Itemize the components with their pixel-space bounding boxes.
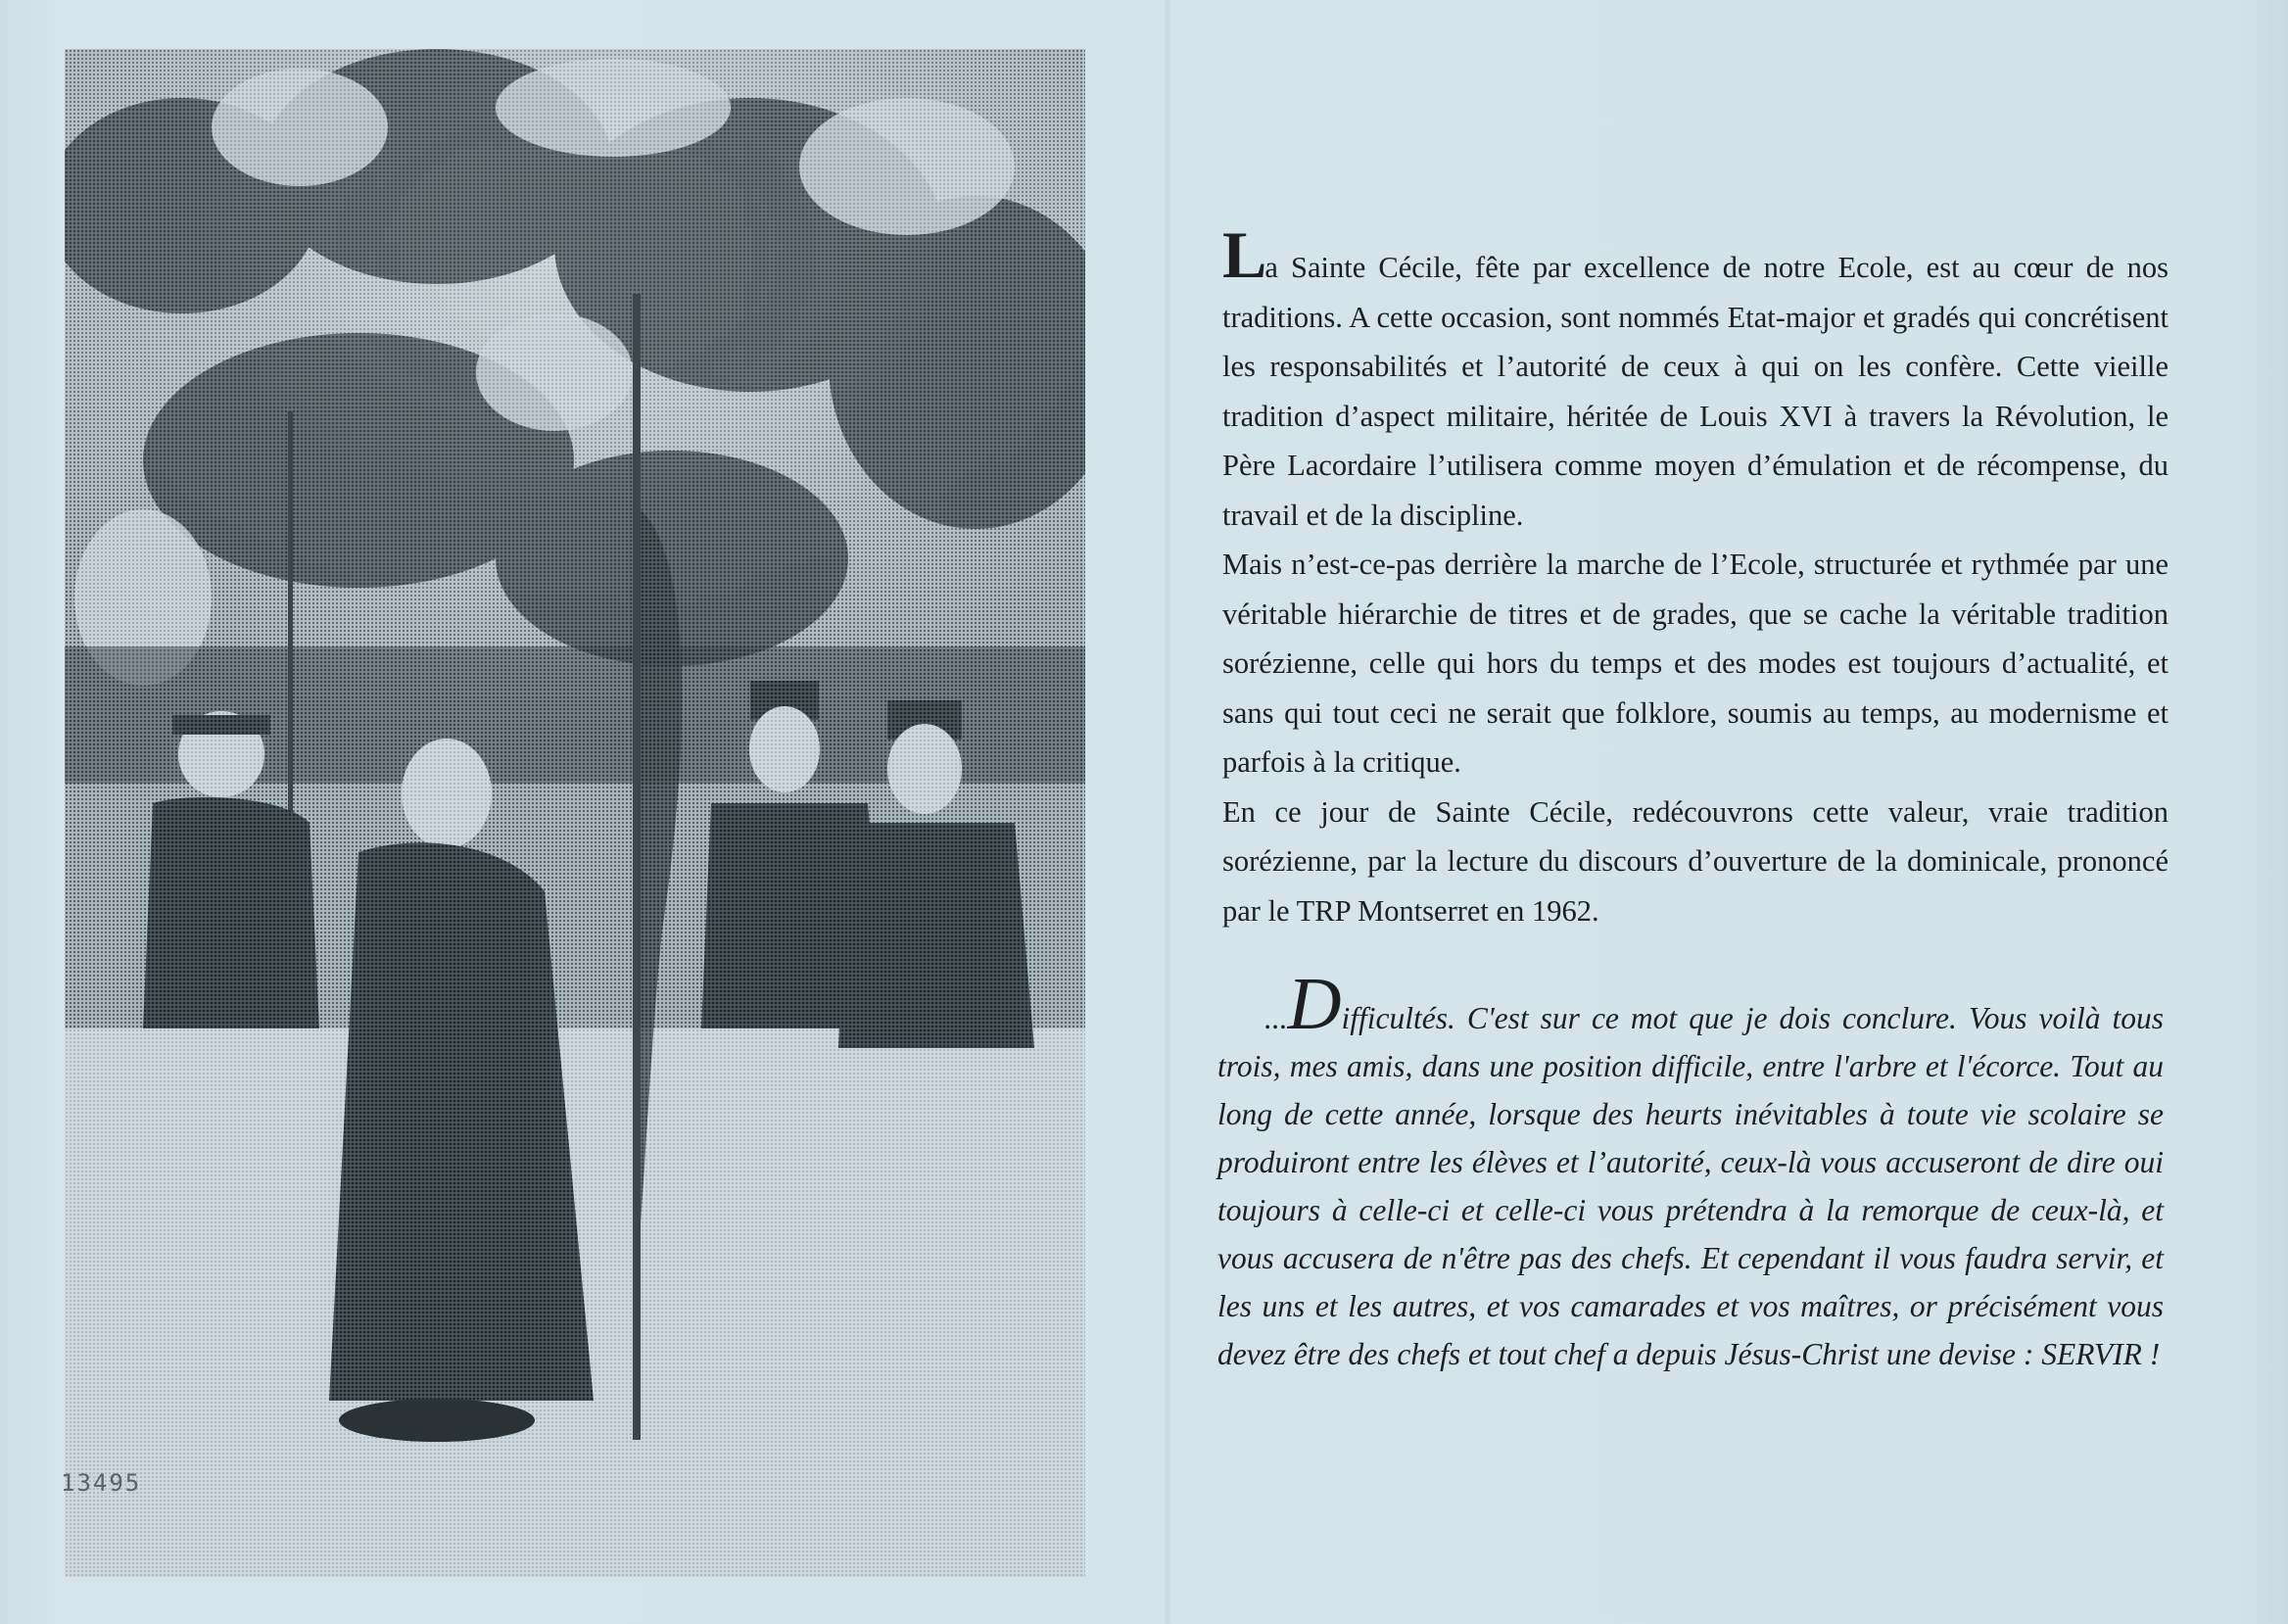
quote-drop-cap: D xyxy=(1287,963,1342,1045)
historical-photograph xyxy=(65,49,1085,1577)
intro-drop-cap: L xyxy=(1222,217,1265,292)
speech-quote xyxy=(1217,963,2164,1378)
figure-left xyxy=(143,711,319,1440)
photo-illustration xyxy=(65,49,1085,1577)
intro-paragraph-1-text: a Sainte Cécile, fête par excellence de notre Ecole, est au cœur de nos traditions. A cette occasion, sont nommés Etat-major et gradés qui concrétisent les responsabilités et l’autorité de ceux à qui on les confère. Cette vieille tradition d’aspect militaire, héritée de Louis XVI à travers la Révolution, le Père Lacordaire l’utilisera comme moyen d’émulation et de récompense, du travail et de la discipline. xyxy=(1222,251,2169,532)
quote-text: ifficultés. C'est sur ce mot que je dois conclure. Vous voilà tous trois, mes amis, dans une position difficile, entre l'arbre et l'écorce. Tout au long de cette année, lorsque des heurts inévitables à toute vie scolaire se produiront entre les élèves et l’autorité, ceux-là vous accuseront de dire oui toujours à celle-ci et celle-ci vous prétendra à la remorque de ceux-là, et vous accusera de n'être pas des chefs. Et cependant il vous faudra servir, et les uns et les autres, et vos camarades et vos maîtres, or précisément vous devez être des chefs et tout chef a depuis Jésus-Christ une devise : SERVIR ! xyxy=(1217,1001,2164,1371)
intro-paragraph-1 xyxy=(1222,217,2169,540)
quote-ellipsis: ... xyxy=(1264,1001,1288,1035)
quote-paragraph xyxy=(1217,963,2164,1378)
flag-pole xyxy=(633,294,641,1440)
intro-text xyxy=(1222,217,2169,935)
intro-paragraph-3: En ce jour de Sainte Cécile, redécouvrons cette valeur, vraie tradition sorézienne, par la lecture du discours d’ouverture de la dominicale, prononcé par le TRP Montserret en 1962. xyxy=(1222,794,2169,928)
page-fold xyxy=(1164,0,1171,1624)
photo-reference-number: 13495 xyxy=(61,1469,142,1497)
intro-paragraph-2: Mais n’est-ce-pas derrière la marche de l’Ecole, structurée et rythmée par une véritable hiérarchie de titres et de grades, que se cache la véritable tradition sorézienne, celle qui hors du temps et des modes est toujours d’actualité, et sans qui tout ceci ne serait que folklore, soumis au temps, au modernisme et parfois à la critique. xyxy=(1222,548,2169,779)
